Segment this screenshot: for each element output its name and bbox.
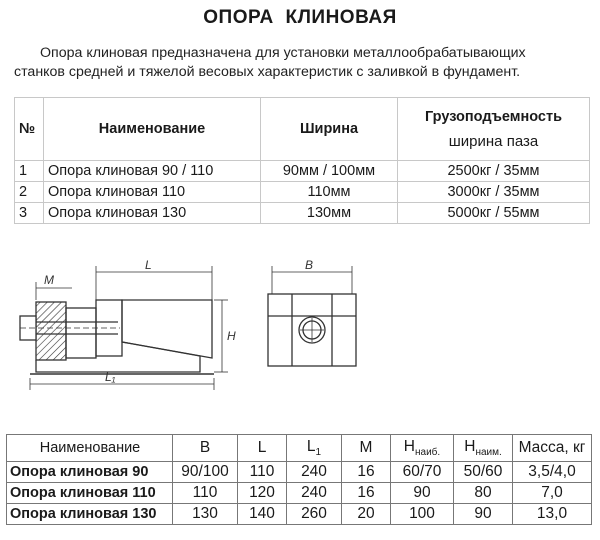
- row-Hmin: 90: [454, 504, 513, 525]
- row-L1: 260: [287, 504, 342, 525]
- capacity-table-header: [15, 98, 590, 161]
- row-B: 90/100: [173, 462, 238, 483]
- row-name: Опора клиновая 90 / 110: [44, 161, 261, 182]
- row-mass: 3,5/4,0: [513, 462, 592, 483]
- row-name: Опора клиновая 130: [7, 504, 173, 525]
- dim-label-H: H: [227, 329, 236, 343]
- row-num: 2: [15, 182, 44, 203]
- row-width: 90мм / 100мм: [261, 161, 398, 182]
- dim-label-L1: L₁: [105, 370, 116, 384]
- intro-paragraph: [14, 44, 588, 82]
- dim-label-L: L: [145, 258, 152, 272]
- row-Hmax: 90: [391, 483, 454, 504]
- intro-line-2: станков средней и тяжелой весовых характеристик с заливкой в фундамент.: [14, 64, 521, 80]
- table-row: [7, 483, 592, 504]
- row-L: 120: [238, 483, 287, 504]
- row-Hmin: 50/60: [454, 462, 513, 483]
- header-num: №: [15, 98, 44, 161]
- header-L: L: [238, 435, 287, 462]
- row-width: 110мм: [261, 182, 398, 203]
- row-B: 110: [173, 483, 238, 504]
- dimensions-table: [6, 434, 592, 525]
- header-Hmax-sub: наиб.: [415, 447, 441, 459]
- header-capacity: [398, 98, 590, 161]
- row-num: 3: [15, 203, 44, 224]
- row-B: 130: [173, 504, 238, 525]
- row-mass: 13,0: [513, 504, 592, 525]
- table-row: [7, 504, 592, 525]
- row-Hmax: 60/70: [391, 462, 454, 483]
- row-name: Опора клиновая 90: [7, 462, 173, 483]
- intro-line-1: Опора клиновая предназначена для установки металлообрабатывающих: [40, 45, 526, 61]
- technical-drawing: [0, 250, 600, 430]
- table-row: [15, 161, 590, 182]
- header-capacity-sub: ширина паза: [448, 132, 539, 150]
- capacity-table: [14, 97, 590, 224]
- table-row: [7, 462, 592, 483]
- row-name: Опора клиновая 130: [44, 203, 261, 224]
- header-Hmax-main: H: [403, 437, 415, 455]
- header-B: B: [173, 435, 238, 462]
- table-row: [15, 182, 590, 203]
- row-num: 1: [15, 161, 44, 182]
- row-L1: 240: [287, 462, 342, 483]
- row-M: 20: [342, 504, 391, 525]
- header-Hmin-sub: наим.: [475, 447, 502, 459]
- row-capacity: 2500кг / 35мм: [398, 161, 590, 182]
- header-capacity-label: Грузоподъемность: [424, 108, 563, 125]
- row-M: 16: [342, 462, 391, 483]
- row-mass: 7,0: [513, 483, 592, 504]
- row-L1: 240: [287, 483, 342, 504]
- table-row: [15, 203, 590, 224]
- header-name: Наименование: [44, 98, 261, 161]
- header-name: Наименование: [7, 435, 173, 462]
- row-L: 140: [238, 504, 287, 525]
- row-name: Опора клиновая 110: [44, 182, 261, 203]
- header-Hmin: [454, 435, 513, 462]
- header-L1-main: L: [306, 437, 316, 455]
- page-title: ОПОРА КЛИНОВАЯ: [203, 7, 397, 28]
- dim-label-B: B: [305, 258, 314, 272]
- header-M: M: [342, 435, 391, 462]
- header-width: Ширина: [261, 98, 398, 161]
- dim-label-M: M: [44, 273, 54, 287]
- row-width: 130мм: [261, 203, 398, 224]
- row-name: Опора клиновая 110: [7, 483, 173, 504]
- header-Hmax: [391, 435, 454, 462]
- row-Hmax: 100: [391, 504, 454, 525]
- row-capacity: 3000кг / 35мм: [398, 182, 590, 203]
- header-Hmin-main: H: [464, 437, 476, 455]
- row-capacity: 5000кг / 55мм: [398, 203, 590, 224]
- row-M: 16: [342, 483, 391, 504]
- dimensions-table-header: [7, 435, 592, 462]
- row-L: 110: [238, 462, 287, 483]
- header-L1: [287, 435, 342, 462]
- front-view: [268, 266, 356, 366]
- row-Hmin: 80: [454, 483, 513, 504]
- header-L1-sub: 1: [315, 447, 322, 459]
- header-mass: Масса, кг: [513, 435, 592, 462]
